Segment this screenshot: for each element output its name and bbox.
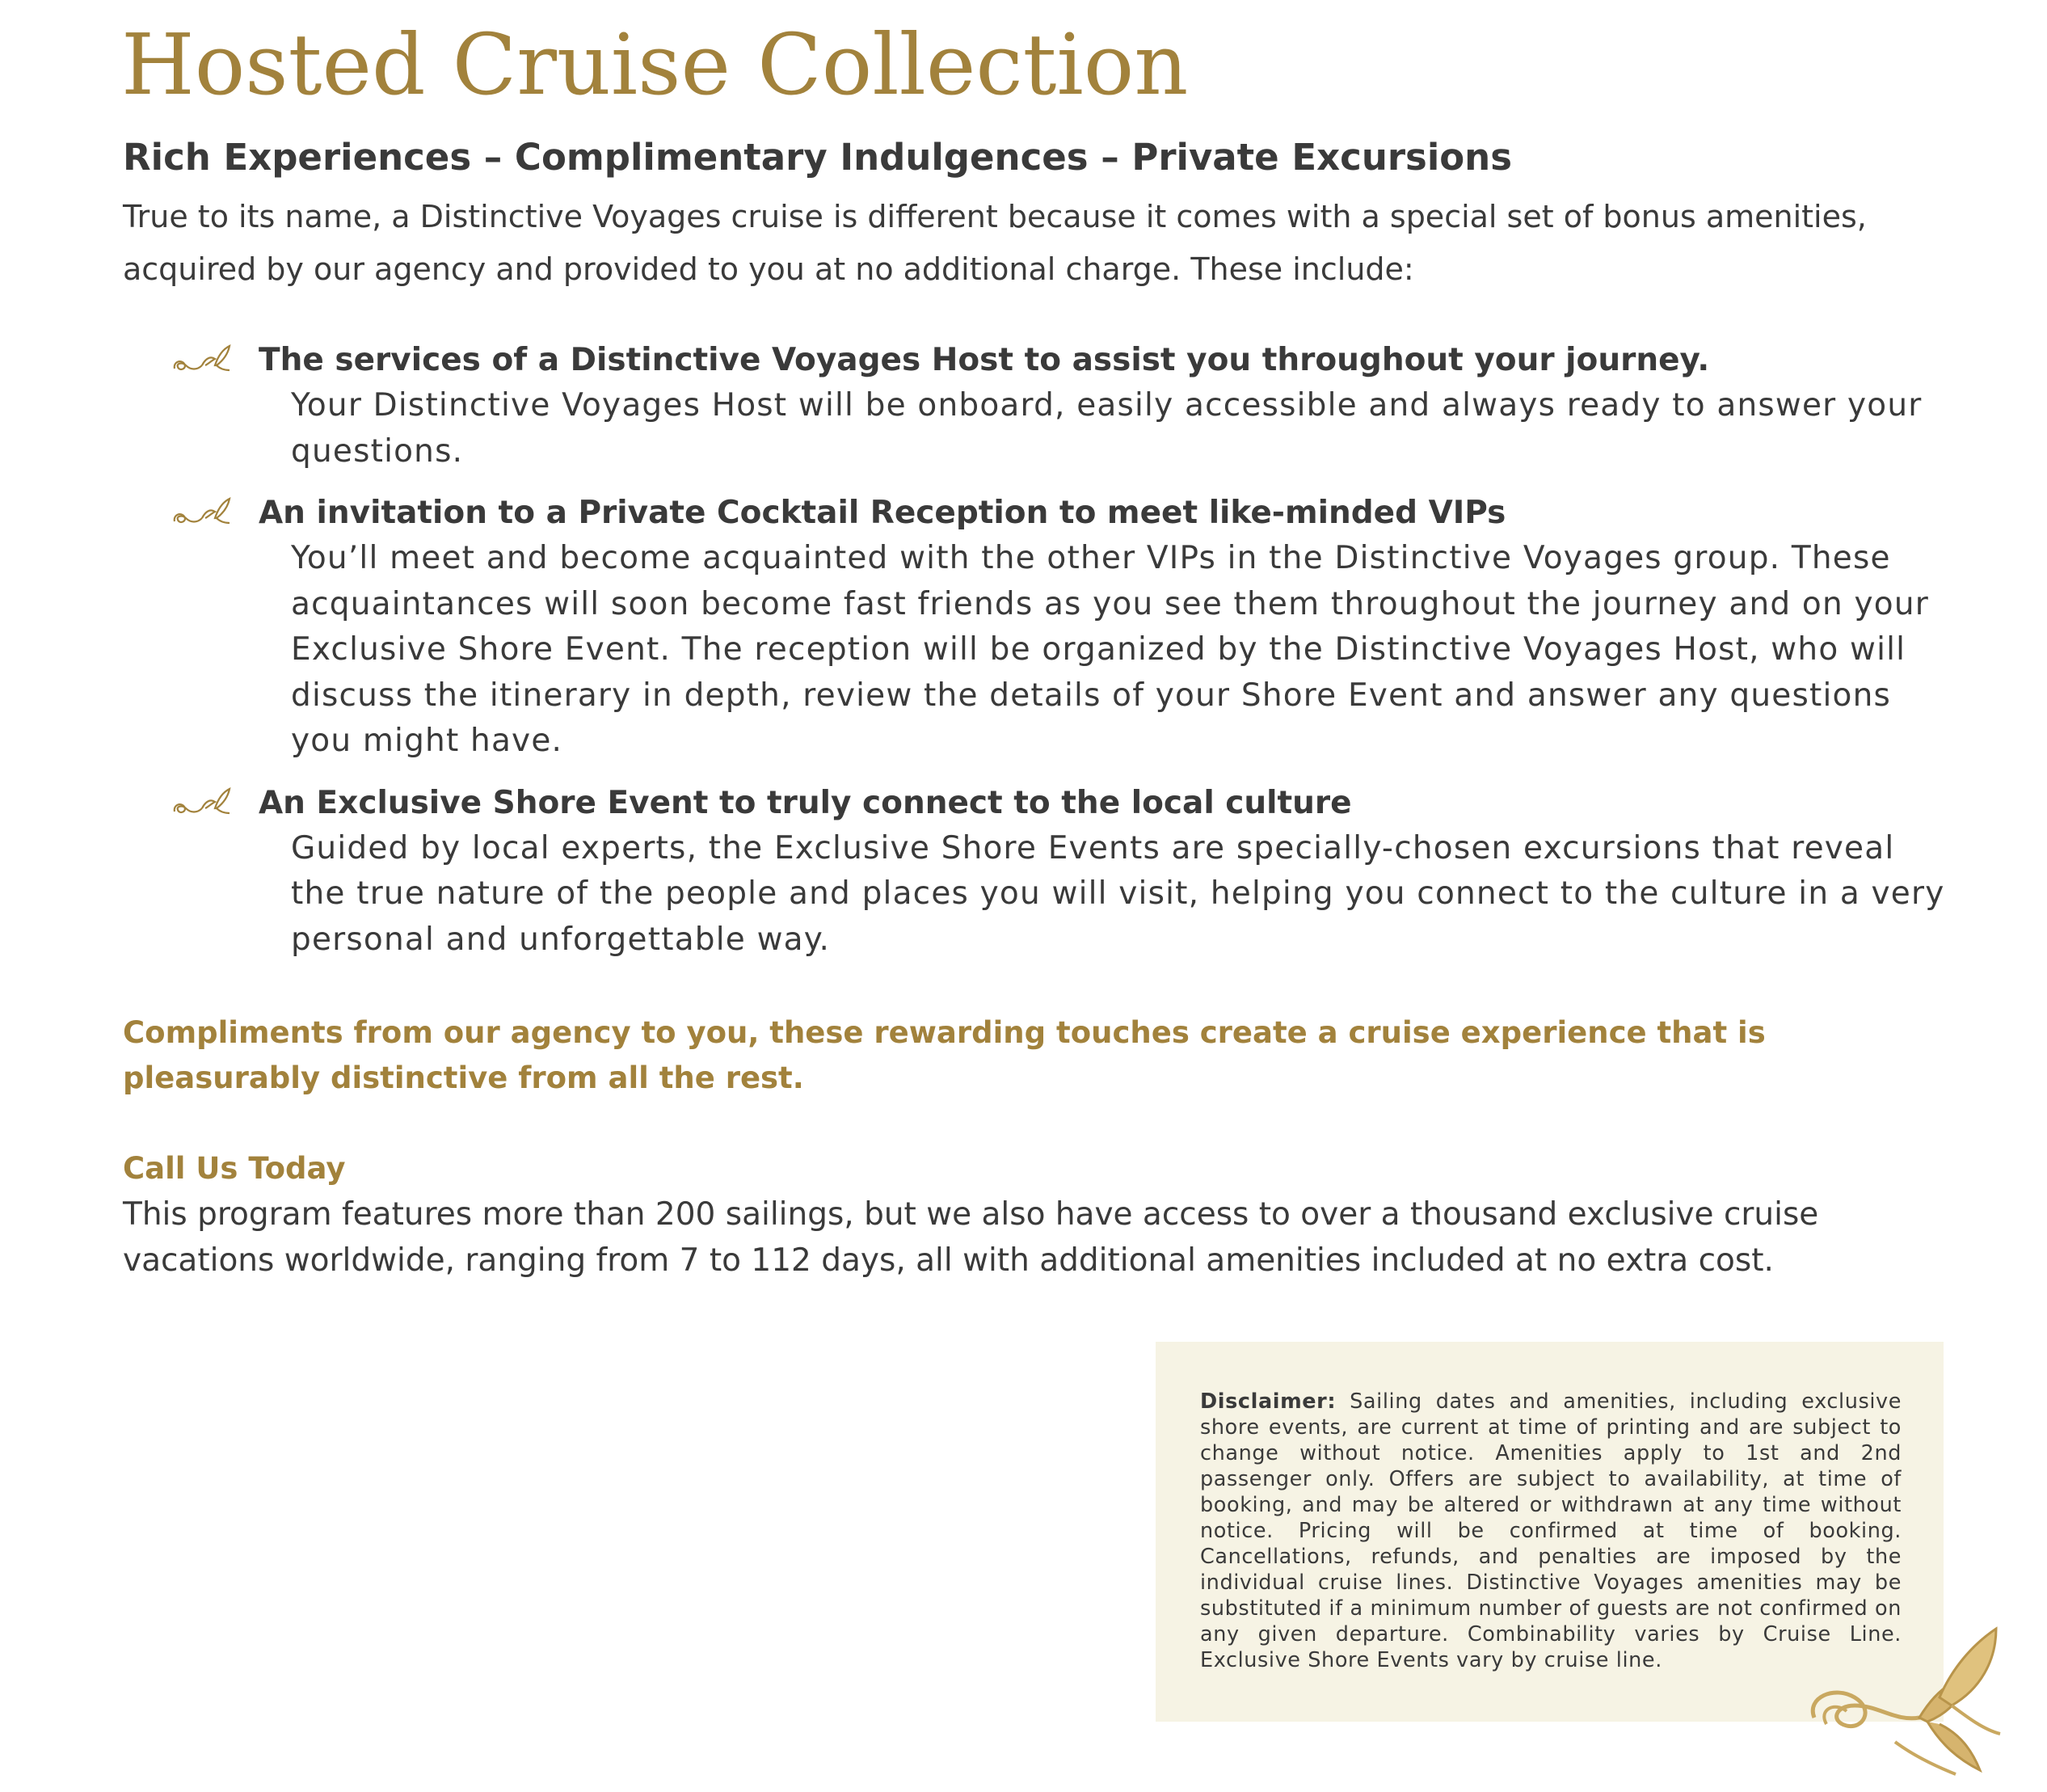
- benefit-body: Your Distinctive Voyages Host will be onboard, easily accessible and always ready to answer your questions.: [291, 387, 1923, 470]
- leaf-flourish-icon: [1798, 1621, 2004, 1786]
- disclaimer-label: Disclaimer:: [1200, 1389, 1337, 1414]
- disclaimer-body: Sailing dates and amenities, including exclusive shore events, are current at time of printing and are subject to change without notice. Amenities apply to 1st and 2nd passenger only. Offers are subject to availability, at time of booking, and may be altered or withdrawn at any time without notice. Pricing will be confirmed at time of booking. Cancellations, refunds, and penalties are imposed by the individual cruise lines. Distinctive Voyages amenities may be substituted if a minimum number of guests are not confirmed on any given departure. Combinability varies by Cruise Line. Exclusive Shore Events vary by cruise line.: [1200, 1389, 1902, 1672]
- benefit-list: [170, 338, 1948, 979]
- flourish-icon: [170, 494, 234, 534]
- benefit-item-host: [170, 338, 1948, 474]
- benefit-item-shore-event: [170, 781, 1948, 963]
- benefit-body: You’ll meet and become acquainted with the other VIPs in the Distinctive Voyages group. These acquaintances will soon become fast friends as you see them throughout the journey and on your Exclusive Shore Event. The reception will be organized by the Distinctive Voyages Host, who will discuss the itinerary in depth, review the details of your Shore Event and answer any questions you might have.: [291, 540, 1929, 759]
- page-title: Hosted Cruise Collection: [121, 15, 1189, 114]
- closing-statement: Compliments from our agency to you, these rewarding touches create a cruise experience that is pleasurably distinctive from all the rest.: [123, 1015, 1766, 1095]
- flourish-icon: [170, 784, 234, 824]
- benefit-heading: An invitation to a Private Cocktail Reception to meet like-minded VIPs: [259, 495, 1506, 531]
- disclaimer-text: [1200, 1389, 1902, 1673]
- call-us-heading: Call Us Today: [123, 1151, 346, 1186]
- benefit-body: Guided by local experts, the Exclusive Shore Events are specially-chosen excursions that reveal the true nature of the people and places you will visit, helping you connect to the culture in a very personal and unforgettable way.: [291, 829, 1945, 958]
- benefit-heading: The services of a Distinctive Voyages Host to assist you throughout your journey.: [259, 342, 1710, 378]
- intro-paragraph: True to its name, a Distinctive Voyages cruise is different because it comes with a special set of bonus amenities, acquired by our agency and provided to you at no additional charge. These include:: [123, 199, 1867, 287]
- flourish-icon: [170, 341, 234, 382]
- page-subtitle: Rich Experiences – Complimentary Indulgences – Private Excursions: [123, 136, 1512, 179]
- call-us-body: This program features more than 200 sailings, but we also have access to over a thousand exclusive cruise vacations worldwide, ranging from 7 to 112 days, all with additional amenities included at no extra cost.: [123, 1196, 1819, 1279]
- benefit-heading: An Exclusive Shore Event to truly connect to the local culture: [259, 784, 1352, 821]
- benefit-item-reception: [170, 491, 1948, 765]
